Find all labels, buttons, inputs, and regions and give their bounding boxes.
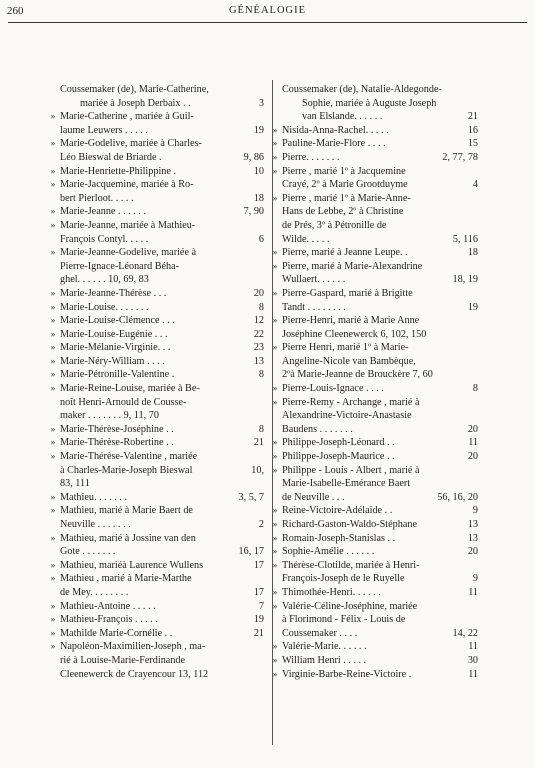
entry-text: Marie-Jeanne-Godelive, mariée à [60, 247, 197, 259]
ditto-mark: » [50, 111, 56, 122]
index-entry-line [272, 287, 478, 301]
index-entry-line [282, 491, 478, 505]
index-entry-line [272, 668, 478, 682]
page-reference: 16, 17 [238, 546, 264, 558]
index-entry-line [50, 355, 264, 369]
page-reference: 14, 22 [452, 627, 478, 639]
ditto-mark: » [272, 532, 278, 543]
entry-text: laume Leuwers . . . . . [60, 124, 148, 136]
entry-text: Philippe-Joseph-Maurice . . [282, 451, 395, 463]
ditto-mark: » [50, 573, 56, 584]
index-entry-line [272, 314, 478, 328]
index-entry-line [60, 396, 264, 410]
index-entry-line [282, 627, 478, 641]
index-entry-line [50, 640, 264, 654]
entry-text: Pierre. . . . . . . [282, 151, 340, 163]
index-entry-line [60, 192, 264, 206]
entry-text: Marie-Pétronille-Valentine . [60, 369, 175, 381]
index-entry-line [282, 233, 478, 247]
entry-text: noît Henri-Arnould de Cousse- [60, 396, 187, 408]
index-entry-line [50, 287, 264, 301]
ditto-mark: » [272, 396, 278, 407]
index-entry-line [50, 246, 264, 260]
ditto-mark: » [50, 383, 56, 394]
page-reference: 4 [472, 179, 478, 191]
page-reference: 16 [467, 124, 478, 136]
index-entry-line [50, 165, 264, 179]
page-reference: 19 [253, 124, 264, 136]
index-entry-line [282, 83, 478, 97]
entry-text: van Elslande. . . . . . [302, 111, 383, 123]
index-entry-line [50, 341, 264, 355]
ditto-mark: » [272, 641, 278, 652]
index-entry-line [272, 137, 478, 151]
ditto-mark: » [272, 546, 278, 557]
entry-text: Alexandrine-Victoire-Anastasie [282, 410, 412, 422]
page-reference: 13 [467, 532, 478, 544]
index-entry-line [272, 165, 478, 179]
index-entry-line [272, 504, 478, 518]
entry-text: Marie-Jeanne . . . . . . [60, 206, 146, 218]
entry-text: 2ºà Marie-Jeanne de Brouckère 7, 60 [282, 369, 433, 381]
index-entry-line [272, 396, 478, 410]
index-entry-line [50, 368, 264, 382]
entry-text: William Henri . . . . . [282, 654, 367, 666]
ditto-mark: » [50, 600, 56, 611]
entry-text: Philippe-Joseph-Léonard . . [282, 437, 395, 449]
index-entry-line [272, 192, 478, 206]
entry-text: Marie-Henriette-Philippine . [60, 165, 176, 177]
ditto-mark: » [272, 464, 278, 475]
index-entry-line [60, 97, 264, 111]
index-entry-line [272, 586, 478, 600]
index-entry-line [50, 436, 264, 450]
page-reference: 56, 16, 20 [437, 491, 478, 503]
page-reference: 5, 116 [452, 233, 478, 245]
entry-text: Pierre-Gaspard, marié à Brigitte [282, 287, 413, 299]
ditto-mark: » [272, 260, 278, 271]
page-reference: 18, 19 [452, 274, 478, 286]
ditto-mark: » [50, 247, 56, 258]
entry-text: Angeline-Nicole van Bambèque, [282, 355, 416, 367]
page-reference: 19 [467, 301, 478, 313]
page-reference: 8 [258, 423, 264, 435]
ditto-mark: » [50, 179, 56, 190]
index-entry-line [272, 532, 478, 546]
left-column [50, 83, 264, 681]
index-entry-line [50, 572, 264, 586]
page-reference: 13 [467, 519, 478, 530]
entry-text: de Prés, 3º à Pétronille de [282, 219, 387, 231]
index-entry-line [282, 205, 478, 219]
page-reference: 23 [253, 342, 264, 354]
right-column [272, 83, 478, 681]
index-entry-line [272, 450, 478, 464]
index-entry-line [50, 491, 264, 505]
ditto-mark: » [272, 287, 278, 298]
index-entry-line [282, 423, 478, 437]
page-reference: 21 [253, 627, 264, 639]
entry-text: Marie-Louise. . . . . . . [60, 301, 149, 313]
entry-text: Richard-Gaston-Waldo-Stéphane [282, 519, 417, 530]
page-reference: 10, [251, 464, 264, 476]
page-reference: 17 [253, 586, 264, 598]
ditto-mark: » [50, 451, 56, 462]
entry-text: Mathilde Marie-Cornélie . . [60, 627, 173, 639]
page-reference: 18 [253, 192, 264, 204]
index-entry-line [272, 341, 478, 355]
entry-text: mariée à Joseph Derbaix . . [80, 97, 191, 109]
index-entry-line [50, 559, 264, 573]
entry-text: Reine-Victoire-Adélaïde . . [282, 505, 393, 517]
index-entry-line [60, 518, 264, 532]
entry-text: Pauline-Marie-Flore . . . . [282, 138, 386, 150]
page-reference: 13 [253, 355, 264, 367]
index-entry-line [282, 572, 478, 586]
index-entry-line [50, 504, 264, 518]
entry-text: ghel. . . . . . 10, 69, 83 [60, 274, 149, 286]
index-entry-line [272, 382, 478, 396]
index-entry-line [50, 613, 264, 627]
index-entry-line [60, 668, 264, 682]
page-reference: 19 [253, 614, 264, 626]
index-entry-line [50, 314, 264, 328]
entry-text: Marie-Thérèse-Robertine . . [60, 437, 174, 449]
ditto-mark: » [50, 505, 56, 516]
page-reference: 17 [253, 559, 264, 571]
index-entry-line [60, 83, 264, 97]
page-reference: 20 [467, 451, 478, 463]
ditto-mark: » [272, 505, 278, 516]
page-reference: 8 [258, 301, 264, 313]
page-reference: 15 [467, 138, 478, 150]
entry-text: Tandt . . . . . . . . [282, 301, 346, 313]
index-entry-line [60, 545, 264, 559]
index-entry-line [282, 178, 478, 192]
entry-text: Mathieu , marié à Marie-Marthe [60, 573, 192, 585]
ditto-mark: » [50, 559, 56, 570]
page-reference: 9, 86 [243, 151, 264, 163]
entry-text: Coussemaker (de), Natalie-Aldegonde- [282, 84, 442, 95]
index-entry-line [50, 205, 264, 219]
entry-text: François-Joseph de le Ruyelle [282, 573, 405, 585]
page-reference: 9 [472, 505, 478, 517]
entry-text: Wullaert. . . . . . [282, 274, 346, 286]
ditto-mark: » [50, 614, 56, 625]
page-reference: 2 [258, 519, 264, 530]
index-entry-line [272, 436, 478, 450]
ditto-mark: » [272, 383, 278, 394]
header-rule [8, 22, 527, 23]
ditto-mark: » [50, 369, 56, 380]
entry-text: Pierre , marié 1º à Marie-Anne- [282, 192, 411, 204]
ditto-mark: » [50, 287, 56, 298]
entry-text: Gote . . . . . . . [60, 546, 116, 558]
ditto-mark: » [272, 668, 278, 679]
entry-text: maker . . . . . . . 9, 11, 70 [60, 410, 159, 422]
entry-text: Neuville . . . . . . . [60, 519, 131, 530]
entry-text: 83, 111 [60, 478, 90, 490]
ditto-mark: » [272, 192, 278, 203]
index-entry-line [60, 273, 264, 287]
index-entry-line [50, 219, 264, 233]
index-entry-line [282, 301, 478, 315]
ditto-mark: » [50, 437, 56, 448]
index-entry-line [282, 477, 478, 491]
ditto-mark: » [50, 328, 56, 339]
page-reference: 3, 5, 7 [238, 491, 264, 503]
page-number: 260 [7, 5, 24, 17]
ditto-mark: » [50, 355, 56, 366]
index-entry-line [50, 600, 264, 614]
page-reference: 11 [468, 668, 478, 680]
entry-text: Coussemaker . . . . [282, 627, 358, 639]
ditto-mark: » [272, 247, 278, 258]
page-reference: 12 [253, 315, 264, 327]
page-reference: 20 [253, 287, 264, 299]
index-entry-line [272, 151, 478, 165]
index-entry-line [272, 518, 478, 532]
entry-text: à Charles-Marie-Joseph Bieswal [60, 464, 193, 476]
page-title: GÉNÉALOGIE [228, 5, 307, 16]
entry-text: Pierre-Henri, marié à Marie Anne [282, 315, 420, 327]
ditto-mark: » [50, 491, 56, 502]
page-reference: 9 [472, 573, 478, 585]
index-entry-line [282, 328, 478, 342]
entry-text: Valérie-Céline-Joséphine, mariée [282, 600, 418, 612]
index-entry-line [272, 246, 478, 260]
page-reference: 20 [467, 423, 478, 435]
page-reference: 7 [258, 600, 264, 612]
ditto-mark: » [272, 165, 278, 176]
page-reference: 11 [468, 437, 478, 449]
entry-text: Marie-Thérèse-Valentine , mariée [60, 451, 198, 463]
entry-text: Marie-Godelive, mariée à Charles- [60, 138, 202, 150]
page-reference: 8 [258, 369, 264, 381]
entry-text: Pierre , marié 1º à Jacquemine [282, 165, 406, 177]
entry-text: Hans de Lebbe, 2º à Christine [282, 206, 404, 218]
entry-text: Marie-Néry-William . . . . [60, 355, 165, 367]
index-entry-line [60, 151, 264, 165]
entry-text: Mathieu-François . . . . . [60, 614, 158, 626]
entry-text: Mathieu, marié à Marie Baert de [60, 505, 193, 517]
index-entry-line [50, 423, 264, 437]
entry-text: Mathieu-Antoine . . . . . [60, 600, 156, 612]
ditto-mark: » [50, 165, 56, 176]
index-entry-line [272, 600, 478, 614]
index-entry-line [272, 464, 478, 478]
entry-text: Marie-Mélanie-Virginie. . . [60, 342, 171, 354]
index-entry-line [50, 382, 264, 396]
entry-text: Marie-Catherine , mariée à Guil- [60, 111, 194, 123]
index-entry-line [50, 178, 264, 192]
index-entry-line [50, 301, 264, 315]
entry-text: Pierre-Ignace-Léonard Béha- [60, 260, 180, 272]
entry-text: Pierre, marié à Jeanne Leupe. . [282, 247, 408, 259]
index-entry-line [50, 627, 264, 641]
entry-text: Marie-Reine-Louise, mariée à Be- [60, 383, 200, 395]
index-entry-line [272, 559, 478, 573]
page-reference: 11 [468, 586, 478, 598]
entry-text: de Mey. . . . . . . . [60, 586, 129, 598]
ditto-mark: » [50, 532, 56, 543]
entry-text: Marie-Thérèse-Joséphine . . [60, 423, 174, 435]
ditto-mark: » [272, 138, 278, 149]
page-reference: 2, 77, 78 [442, 151, 478, 163]
ditto-mark: » [272, 315, 278, 326]
entry-text: François Contyl. . . . . [60, 233, 149, 245]
entry-text: Cleenewerck de Crayencour 13, 112 [60, 668, 209, 680]
ditto-mark: » [272, 451, 278, 462]
entry-text: Marie-Louise-Clémence . . . [60, 315, 175, 327]
ditto-mark: » [272, 124, 278, 135]
entry-text: à Florimond - Félix - Louis de [282, 614, 406, 626]
ditto-mark: » [50, 206, 56, 217]
ditto-mark: » [272, 437, 278, 448]
ditto-mark: » [272, 151, 278, 162]
page-reference: 21 [253, 437, 264, 449]
entry-text: Sophie, mariée à Auguste Joseph [302, 97, 437, 109]
entry-text: Marie-Jeanne-Thérèse . . . [60, 287, 167, 299]
entry-text: Romain-Joseph-Stanislas . . [282, 532, 396, 544]
index-entry-line [60, 409, 264, 423]
index-entry-line [272, 640, 478, 654]
index-entry-line [60, 260, 264, 274]
index-entry-line [272, 260, 478, 274]
page-reference: 6 [258, 233, 264, 245]
index-entry-line [60, 124, 264, 138]
page-reference: 18 [467, 247, 478, 259]
index-entry-line [282, 613, 478, 627]
ditto-mark: » [50, 138, 56, 149]
index-entry-line [282, 409, 478, 423]
entry-text: Marie-Jeanne, mariée à Mathieu- [60, 219, 196, 231]
index-entry-line [50, 532, 264, 546]
ditto-mark: » [50, 641, 56, 652]
entry-text: Thimothée-Henri. . . . . . [282, 586, 381, 598]
ditto-mark: » [50, 301, 56, 312]
entry-text: Wilde. . . . . [282, 233, 330, 245]
index-entry-line [282, 97, 478, 111]
index-entry-line [60, 477, 264, 491]
ditto-mark: » [50, 423, 56, 434]
entry-text: Sophie-Amélie . . . . . . [282, 546, 375, 558]
index-entry-line [282, 110, 478, 124]
ditto-mark: » [272, 586, 278, 597]
entry-text: Joséphine Cleenewerck 6, 102, 150 [282, 328, 427, 340]
entry-text: Marie-Isabelle-Emérance Baert [282, 478, 411, 490]
entry-text: Pierre, marié à Marie-Alexandrine [282, 260, 423, 272]
index-entry-line [60, 464, 264, 478]
entry-text: Pierre Henri, marié 1º à Marie- [282, 342, 409, 354]
index-entry-line [50, 137, 264, 151]
entry-text: Léo Bieswal de Briarde . [60, 151, 162, 163]
ditto-mark: » [50, 342, 56, 353]
entry-text: Philippe - Louis - Albert , marié à [282, 464, 420, 476]
entry-text: Marie-Louise-Eugénie . . . [60, 328, 168, 340]
page-reference: 22 [253, 328, 264, 340]
page-reference: 7, 90 [243, 206, 264, 218]
entry-text: rié à Louise-Marie-Ferdinande [60, 654, 186, 666]
ditto-mark: » [50, 315, 56, 326]
entry-text: Pierre-Remy - Archange , marié à [282, 396, 420, 408]
ditto-mark: » [50, 627, 56, 638]
entry-text: Nisida-Anna-Rachel. . . . . [282, 124, 389, 136]
page-reference: 10 [253, 165, 264, 177]
index-entry-line [272, 124, 478, 138]
ditto-mark: » [50, 219, 56, 230]
index-entry-line [50, 328, 264, 342]
index-entry-line [60, 586, 264, 600]
entry-text: Virginie-Barbe-Reine-Victoire . [282, 668, 412, 680]
index-entry-line [60, 233, 264, 247]
entry-text: Marie-Jacquemine, mariée à Ro- [60, 179, 194, 191]
entry-text: Mathieu. . . . . . . [60, 491, 128, 503]
page-reference: 21 [467, 111, 478, 123]
ditto-mark: » [272, 654, 278, 665]
ditto-mark: » [272, 600, 278, 611]
ditto-mark: » [272, 519, 278, 529]
index-entry-line [50, 450, 264, 464]
entry-text: Pierre-Louis-Ignace . . . . [282, 383, 384, 395]
index-entry-line [282, 355, 478, 369]
page-reference: 8 [472, 383, 478, 395]
entry-text: Napoléon-Maximilien-Joseph , ma- [60, 641, 206, 653]
ditto-mark: » [272, 342, 278, 353]
entry-text: Mathieu, marié à Jossine van den [60, 532, 196, 544]
page-reference: 30 [467, 654, 478, 666]
page-reference: 3 [258, 97, 264, 109]
ditto-mark: » [272, 559, 278, 570]
index-entry-line [272, 545, 478, 559]
index-entry-line [50, 110, 264, 124]
page-reference: 20 [467, 546, 478, 558]
entry-text: Baudens . . . . . . . [282, 423, 353, 435]
index-entry-line [60, 654, 264, 668]
entry-text: Valérie-Marie. . . . . . [282, 641, 367, 653]
index-entry-line [282, 219, 478, 233]
entry-text: bert Pierloot. . . . . [60, 192, 134, 204]
entry-text: de Neuville . . . [282, 491, 345, 503]
index-entry-line [282, 368, 478, 382]
index-entry-line [272, 654, 478, 668]
entry-text: Thérèse-Clotilde, mariée à Henri- [282, 559, 420, 571]
entry-text: Coussemaker (de), Marie-Catherine, [60, 84, 209, 95]
entry-text: Mathieu, mariéà Laurence Wullens [60, 559, 204, 571]
entry-text: Crayé, 2º à Marie Grootduyme [282, 179, 408, 191]
index-entry-line [282, 273, 478, 287]
page-reference: 11 [468, 641, 478, 653]
